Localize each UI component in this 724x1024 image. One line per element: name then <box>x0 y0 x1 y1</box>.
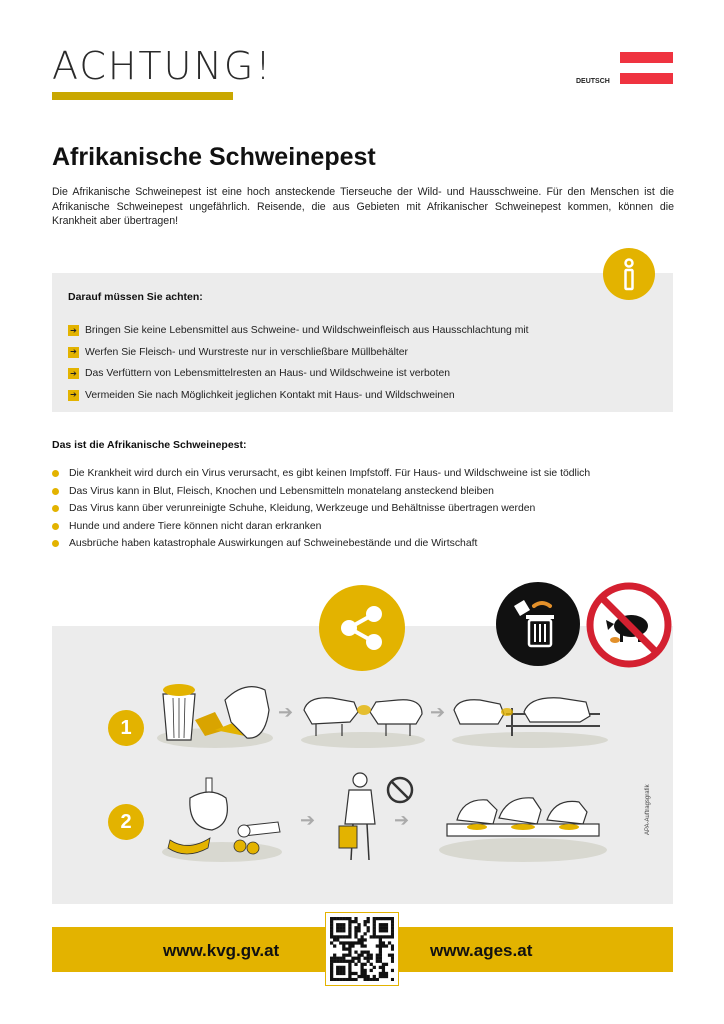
share-icon <box>319 585 405 671</box>
image-credit: APA-Auftragsgrafik <box>645 784 651 835</box>
arrow-right-icon: ➔ <box>278 702 294 722</box>
no-entry-icon <box>385 775 415 805</box>
qr-code[interactable] <box>325 912 399 986</box>
pigs-feeding-illustration <box>437 780 609 865</box>
ages-link[interactable]: www.ages.at <box>430 941 533 960</box>
list-item: Ausbrüche haben katastrophale Auswirkungen auf Schweinebestände und die Wirtschaft <box>52 535 590 553</box>
arrow-right-icon: ➔ <box>394 810 410 830</box>
boar-pig-fence-illustration <box>450 680 610 750</box>
list-item: Das Virus kann über verunreinigte Schuhe, Kleidung, Werkzeuge und Behältnisse übertragen werden <box>52 500 590 518</box>
arrow-right-icon: ➔ <box>68 325 79 336</box>
intro-text: Die Afrikanische Schweinepest ist eine hoch ansteckende Tierseuche der Wild- und Hausschweine. Für den Menschen ist die Afrikanische Schweinepest ungefährlich. Reisende, die aus Gebieten mit Afrikanischer Schweinepest kommen, können die Krankheit aber übertragen! <box>52 186 674 227</box>
list-item: ➔ Das Verfüttern von Lebensmittelresten an Haus- und Wildschweine ist verboten <box>68 363 529 385</box>
arrow-right-icon: ➔ <box>300 810 316 830</box>
list-item: ➔ Werfen Sie Fleisch- und Wurstreste nur in verschließbare Müllbehälter <box>68 342 529 364</box>
arrow-right-icon: ➔ <box>68 390 79 401</box>
attention-panel <box>52 273 673 412</box>
arrow-right-icon: ➔ <box>430 702 446 722</box>
language-label: DEUTSCH <box>576 78 610 85</box>
meat-food-illustration <box>160 768 285 863</box>
list-item: ➔ Vermeiden Sie nach Möglichkeit jeglichen Kontakt mit Haus- und Wildschweinen <box>68 385 529 407</box>
attention-heading: Darauf müssen Sie achten: <box>68 291 203 303</box>
bullet-icon <box>52 488 59 495</box>
facts-list <box>52 465 590 553</box>
arrow-right-icon: ➔ <box>68 368 79 379</box>
page-title: Afrikanische Schweinepest <box>52 143 376 171</box>
austria-flag-icon <box>620 52 673 84</box>
facts-heading: Das ist die Afrikanische Schweinepest: <box>52 439 247 451</box>
no-wild-boar-icon <box>586 582 672 668</box>
achtung-heading: ACHTUNG! <box>52 44 273 88</box>
bullet-icon <box>52 540 59 547</box>
bullet-icon <box>52 470 59 477</box>
step-1-badge: 1 <box>108 710 144 746</box>
bullet-icon <box>52 523 59 530</box>
boar-at-bin-illustration <box>155 660 275 750</box>
list-item: Hunde und andere Tiere können nicht daran erkranken <box>52 518 590 536</box>
list-item: ➔ Bringen Sie keine Lebensmittel aus Schweine- und Wildschweinfleisch aus Hausschlachtung mit <box>68 320 529 342</box>
list-item: Das Virus kann in Blut, Fleisch, Knochen und Lebensmitteln monatelang ansteckend bleiben <box>52 483 590 501</box>
heading-underline <box>52 92 233 100</box>
bullet-icon <box>52 505 59 512</box>
boars-contact-illustration <box>298 680 428 750</box>
attention-list <box>68 320 529 406</box>
kvg-link[interactable]: www.kvg.gv.at <box>163 941 280 960</box>
info-icon <box>603 248 655 300</box>
trash-bin-icon <box>496 582 580 666</box>
arrow-right-icon: ➔ <box>68 347 79 358</box>
traveler-illustration <box>335 770 385 865</box>
step-2-badge: 2 <box>108 804 144 840</box>
list-item: Die Krankheit wird durch ein Virus verursacht, es gibt keinen Impfstoff. Für Haus- und Wildschweine ist sie tödlich <box>52 465 590 483</box>
